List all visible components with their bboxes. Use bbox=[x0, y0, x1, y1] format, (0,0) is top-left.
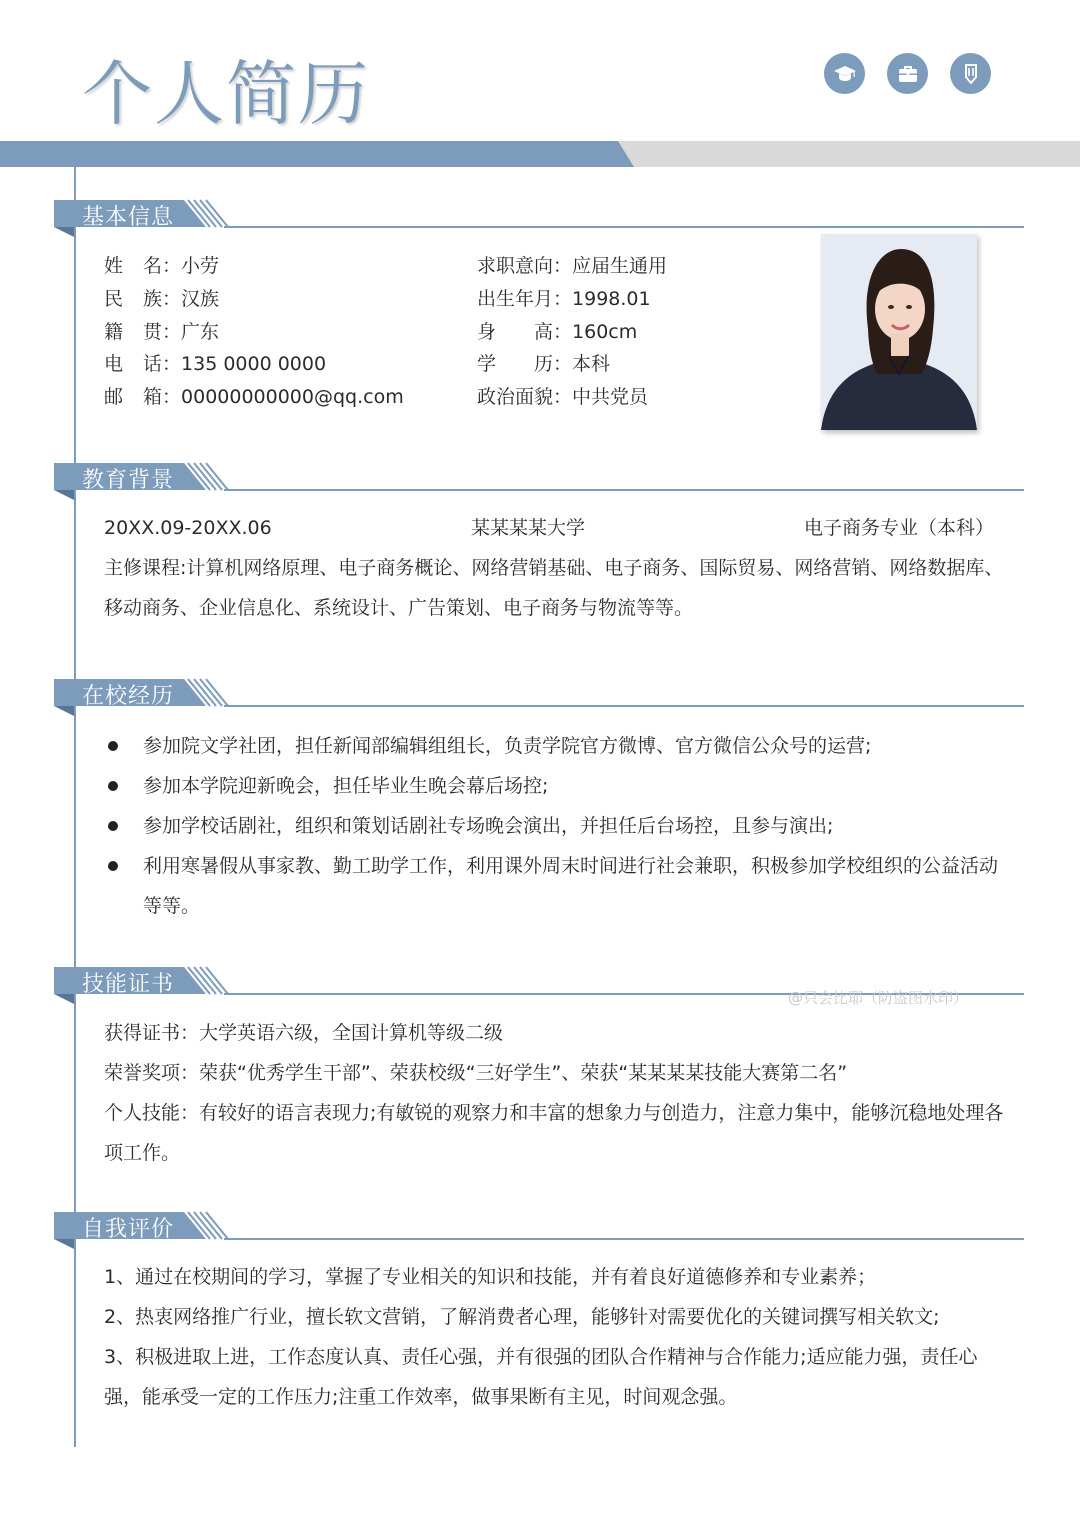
skills-personal: 个人技能：有较好的语言表现力;有敏锐的观察力和丰富的想象力与创造力，注意力集中，能够沉稳地处理各项工作。 bbox=[104, 1102, 1004, 1164]
self-eval-item: 2、热衷网络推广行业，擅长软文营销，了解消费者心理，能够针对需要优化的关键词撰写相关软文; bbox=[104, 1306, 940, 1328]
section-header-self bbox=[54, 1209, 1024, 1249]
pen-icon bbox=[950, 53, 991, 94]
list-item: 利用寒暑假从事家教、勤工助学工作，利用课外周末时间进行社会兼职，积极参加学校组织的公益活动等等。 bbox=[104, 846, 1004, 926]
header-icons bbox=[824, 53, 991, 94]
info-ethnicity: 民族：汉族 bbox=[104, 288, 220, 310]
campus-list bbox=[104, 726, 1004, 926]
info-hometown: 籍贯：广东 bbox=[104, 321, 220, 343]
info-phone: 电话：135 0000 0000 bbox=[104, 353, 327, 375]
info-birth: 出生年月：1998.01 bbox=[477, 288, 651, 310]
section-title: 教育背景 bbox=[82, 468, 175, 493]
edu-school: 某某某某大学 bbox=[471, 517, 586, 539]
bullet-icon bbox=[108, 821, 118, 831]
info-education: 学历：本科 bbox=[477, 353, 611, 375]
self-eval-item: 1、通过在校期间的学习，掌握了专业相关的知识和技能，并有着良好道德修养和专业素养； bbox=[104, 1266, 877, 1288]
info-email: 邮箱：00000000000@qq.com bbox=[104, 386, 404, 408]
skills-honors: 荣誉奖项：荣获“优秀学生干部”、荣获校级“三好学生”、荣获“某某某某技能大赛第二名” bbox=[104, 1062, 848, 1084]
section-title: 自我评价 bbox=[82, 1217, 175, 1242]
section-title: 技能证书 bbox=[82, 972, 175, 997]
skills-list bbox=[104, 1013, 1004, 1173]
section-header-campus bbox=[54, 676, 1024, 716]
info-political: 政治面貌：中共党员 bbox=[477, 386, 649, 408]
briefcase-icon bbox=[887, 53, 928, 94]
info-height: 身高：160cm bbox=[477, 321, 638, 343]
profile-photo bbox=[821, 234, 977, 430]
list-item: 参加学校话剧社，组织和策划话剧社专场晚会演出，并担任后台场控，且参与演出; bbox=[104, 806, 1004, 846]
self-eval-item: 3、积极进取上进，工作态度认真、责任心强，并有很强的团队合作精神与合作能力;适应能力强，责任心强，能承受一定的工作压力;注重工作效率，做事果断有主见，时间观念强。 bbox=[104, 1346, 978, 1408]
edu-major: 电子商务专业（本科） bbox=[804, 517, 995, 539]
watermark: @只会比耶（防盗图水印） bbox=[788, 989, 969, 1007]
graduation-cap-icon bbox=[824, 53, 865, 94]
edu-courses: 主修课程:计算机网络原理、电子商务概论、网络营销基础、电子商务、国际贸易、网络营销、网络数据库、移动商务、企业信息化、系统设计、广告策划、电子商务与物流等等。 bbox=[104, 557, 1004, 619]
list-item: 参加本学院迎新晚会，担任毕业生晚会幕后场控; bbox=[104, 766, 1004, 806]
bullet-icon bbox=[108, 741, 118, 751]
info-job-intent: 求职意向：应届生通用 bbox=[477, 255, 668, 277]
info-name: 姓名：小劳 bbox=[104, 255, 220, 277]
list-item: 参加院文学社团，担任新闻部编辑组组长，负责学院官方微博、官方微信公众号的运营; bbox=[104, 726, 1004, 766]
timeline-line bbox=[74, 167, 76, 1447]
section-title: 基本信息 bbox=[82, 205, 175, 230]
section-title: 在校经历 bbox=[82, 684, 175, 709]
page-title: 个人简历 bbox=[82, 53, 370, 135]
skills-certificates: 获得证书：大学英语六级，全国计算机等级二级 bbox=[104, 1022, 504, 1044]
bullet-icon bbox=[108, 861, 118, 871]
self-eval-list bbox=[104, 1257, 1004, 1417]
bullet-icon bbox=[108, 781, 118, 791]
section-header-basic bbox=[54, 197, 1024, 237]
edu-period: 20XX.09-20XX.06 bbox=[104, 517, 272, 539]
header-band bbox=[0, 141, 1080, 167]
section-header-education bbox=[54, 460, 1024, 500]
